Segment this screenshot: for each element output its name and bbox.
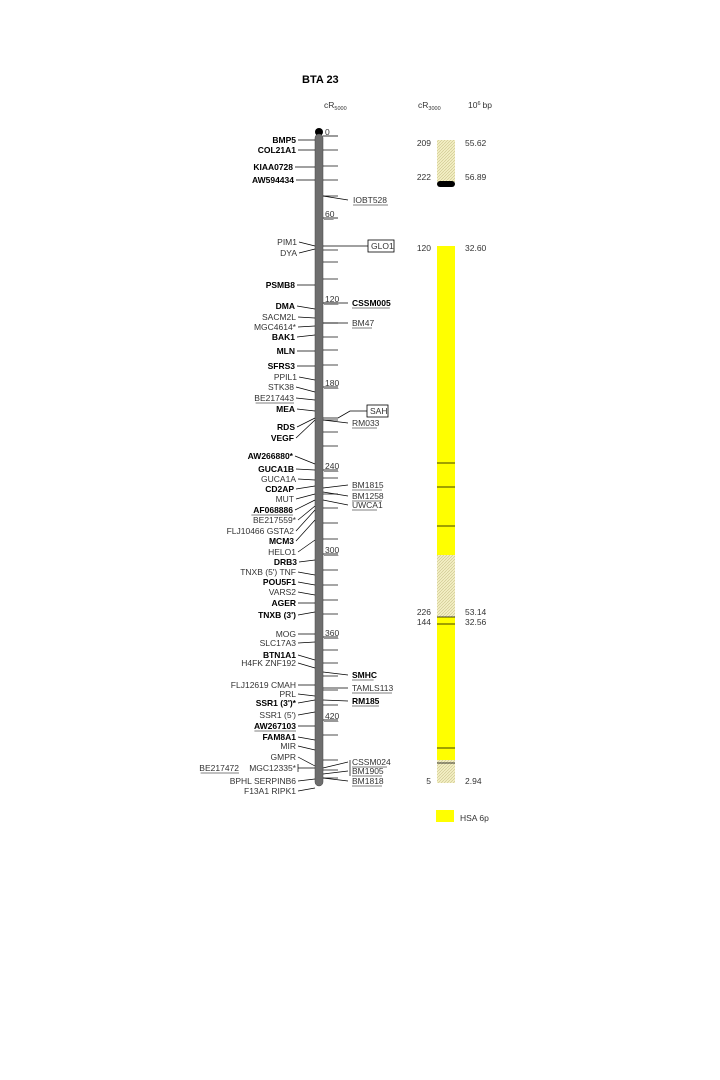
left-marker-connector [296, 398, 315, 400]
left-marker-sfrs3: SFRS3 [267, 361, 295, 371]
right-marker-bm1258: BM1258 [352, 491, 384, 501]
hsa-bp-label: 32.56 [465, 617, 487, 627]
left-marker-connector [298, 582, 315, 585]
left-marker-be217472: BE217472 [199, 763, 239, 773]
right-marker-connector [323, 778, 348, 781]
left-marker-af068886: AF068886 [253, 505, 293, 515]
right-marker-bm1905: BM1905 [352, 766, 384, 776]
hsa-bp-label: 53.14 [465, 607, 487, 617]
legend-swatch [436, 810, 454, 822]
left-marker-connector [298, 700, 315, 703]
right-marker-connector [323, 500, 348, 505]
left-marker-tnxb-3: TNXB (3') [258, 610, 296, 620]
left-marker-connector [299, 377, 315, 380]
left-marker-be217559: BE217559* [252, 515, 296, 525]
left-marker-ssr1-3: SSR1 (3')* [255, 698, 296, 708]
left-marker-f13a1-ripk1: F13A1 RIPK1 [244, 786, 296, 796]
hsa-bp-label: 56.89 [465, 172, 487, 182]
scale-tick-label: 60 [325, 209, 335, 219]
right-marker-cssm024: CSSM024 [352, 757, 391, 767]
right-marker-smhc: SMHC [352, 670, 378, 680]
left-marker-mln: MLN [276, 346, 295, 356]
scale-tick-label: 420 [325, 711, 340, 721]
right-marker-bm1818: BM1818 [352, 776, 384, 786]
left-marker-kiaa0728: KIAA0728 [253, 162, 293, 172]
left-marker-connector [299, 242, 315, 246]
scale-tick-label: 120 [325, 294, 340, 304]
hsa-segment-solid [437, 246, 455, 555]
hsa-cr-label: 120 [416, 243, 431, 253]
left-marker-mgc4614: MGC4614* [253, 322, 296, 332]
right-marker-uwca1: UWCA1 [352, 500, 383, 510]
left-marker-connector [298, 757, 315, 766]
hsa-cr-label: 226 [416, 607, 431, 617]
hsa-bp-label: 2.94 [465, 776, 482, 786]
left-marker-aw266880: AW266880* [247, 451, 293, 461]
left-marker-slc17a3: SLC17A3 [259, 638, 296, 648]
left-marker-connector [296, 510, 315, 531]
left-marker-psmb8: PSMB8 [265, 280, 295, 290]
left-marker-connector [297, 306, 315, 309]
left-marker-mog: MOG [275, 629, 296, 639]
left-marker-mcm3: MCM3 [268, 536, 294, 546]
left-marker-connector [298, 712, 315, 715]
left-marker-connector [298, 737, 315, 740]
left-marker-mir: MIR [280, 741, 296, 751]
left-marker-connector [298, 572, 315, 575]
left-marker-connector [299, 249, 315, 253]
hsa-cr-label: 5 [426, 776, 431, 786]
left-marker-h4fk-znf192: H4FK ZNF192 [241, 658, 296, 668]
right-marker-rm185: RM185 [352, 696, 380, 706]
left-marker-connector [296, 494, 315, 499]
left-marker-connector [298, 317, 315, 318]
left-marker-guca1b: GUCA1B [258, 464, 294, 474]
left-marker-pim1: PIM1 [277, 237, 297, 247]
scale-ticks [323, 127, 339, 778]
left-marker-connector [297, 409, 315, 411]
left-marker-connector [296, 387, 315, 392]
left-marker-connector [297, 335, 315, 337]
left-marker-mgc12335: MGC12335* [249, 763, 296, 773]
left-marker-connector [298, 655, 315, 660]
left-marker-connector [299, 560, 315, 562]
left-marker-connector [298, 612, 315, 615]
left-marker-bmp5: BMP5 [272, 135, 296, 145]
left-marker-cd2ap: CD2AP [265, 484, 294, 494]
left-marker-connector [298, 788, 315, 791]
hsa-bp-label: 55.62 [465, 138, 487, 148]
hsa-centromere [437, 181, 455, 187]
left-marker-pou5f1: POU5F1 [262, 577, 296, 587]
hsa-column [417, 138, 487, 786]
left-marker-vegf: VEGF [270, 433, 294, 443]
left-marker-fam8a1: FAM8A1 [262, 732, 296, 742]
left-marker-stk38: STK38 [268, 382, 294, 392]
scale-tick-label: 360 [325, 628, 340, 638]
scale-tick-label: 180 [325, 378, 340, 388]
left-marker-flj12619-cmah: FLJ12619 CMAH [230, 680, 296, 690]
left-marker-aw267103: AW267103 [253, 721, 296, 731]
left-marker-mut: MUT [275, 494, 294, 504]
left-marker-vars2: VARS2 [268, 587, 296, 597]
left-marker-sacm2l: SACM2L [261, 312, 296, 322]
legend-label: HSA 6p [460, 813, 489, 823]
left-marker-helo1: HELO1 [268, 547, 296, 557]
scale-tick-label: 240 [325, 461, 340, 471]
hsa-cr-label: 144 [416, 617, 431, 627]
right-marker-bm1815: BM1815 [352, 480, 384, 490]
left-marker-connector [296, 469, 315, 470]
left-marker-dma: DMA [275, 301, 295, 311]
left-marker-drb3: DRB3 [273, 557, 297, 567]
rh-scale-header: $cR_{5000}$ [324, 100, 347, 112]
right-marker-bm47: BM47 [352, 318, 375, 328]
left-marker-rds: RDS [277, 422, 295, 432]
left-marker-connector [298, 592, 315, 595]
left-marker-flj10466-gsta2: FLJ10466 GSTA2 [226, 526, 294, 536]
hsa-segment-hatched [437, 555, 455, 617]
left-marker-mea: MEA [276, 404, 295, 414]
left-marker-connector [296, 520, 315, 541]
hsa-segment-hatched [437, 140, 455, 182]
left-marker-btn1a1: BTN1A1 [262, 650, 296, 660]
left-marker-dya: DYA [280, 248, 297, 258]
right-marker-list [323, 195, 394, 786]
scale-tick-label: 0 [325, 127, 330, 137]
bp-scale-header: $10^6$ bp [468, 100, 492, 110]
hsa-segment-solid [437, 617, 455, 760]
left-marker-ssr1-5: SSR1 (5') [259, 710, 296, 720]
left-marker-ppil1: PPIL1 [273, 372, 297, 382]
scale-tick-label: 300 [325, 545, 340, 555]
hsa-scale-header: $cR_{3000}$ [418, 100, 441, 112]
left-marker-list [199, 135, 315, 796]
right-marker-connector [323, 771, 348, 774]
left-marker-connector [298, 663, 315, 668]
left-marker-col21a1: COL21A1 [257, 145, 296, 155]
left-marker-ager: AGER [271, 598, 296, 608]
left-marker-prl: PRL [279, 689, 296, 699]
right-marker-connector [323, 672, 348, 675]
left-marker-connector [298, 479, 315, 480]
map-title: BTA 23 [302, 74, 339, 86]
right-marker-connector [323, 420, 348, 423]
hsa-segment-hatched [437, 760, 455, 783]
left-marker-gmpr: GMPR [270, 752, 296, 762]
right-marker-connector [323, 485, 348, 488]
left-marker-connector [296, 486, 315, 489]
right-marker-cssm005: CSSM005 [352, 298, 391, 308]
left-marker-aw594434: AW594434 [251, 175, 294, 185]
right-marker-connector [323, 196, 348, 200]
right-marker-tamls113: TAMLS113 [352, 683, 394, 693]
left-marker-tnxb-5-tnf: TNXB (5') TNF [240, 567, 296, 577]
chromosome-bar [315, 134, 323, 786]
hsa-cr-label: 222 [416, 172, 431, 182]
right-marker-sah: SAH [370, 406, 388, 416]
right-marker-connector [323, 762, 348, 768]
right-marker-connector [323, 700, 348, 701]
left-marker-connector [298, 779, 315, 781]
left-marker-connector [298, 540, 315, 552]
left-marker-connector [298, 746, 315, 750]
left-marker-be217443: BE217443 [254, 393, 294, 403]
left-marker-bphl-serpinb6: BPHL SERPINB6 [229, 776, 296, 786]
hsa-cr-label: 209 [416, 138, 431, 148]
left-marker-connector [298, 326, 315, 327]
right-marker-glo1: GLO1 [371, 241, 394, 251]
left-marker-connector [298, 694, 315, 696]
right-marker-rm033: RM033 [352, 418, 380, 428]
right-marker-connector [323, 411, 367, 418]
left-marker-bak1: BAK1 [271, 332, 295, 342]
hsa-bp-label: 32.60 [465, 243, 487, 253]
left-marker-connector [298, 642, 315, 643]
left-marker-connector [295, 456, 315, 464]
left-marker-guca1a: GUCA1A [261, 474, 296, 484]
right-marker-iobt528: IOBT528 [353, 195, 388, 205]
